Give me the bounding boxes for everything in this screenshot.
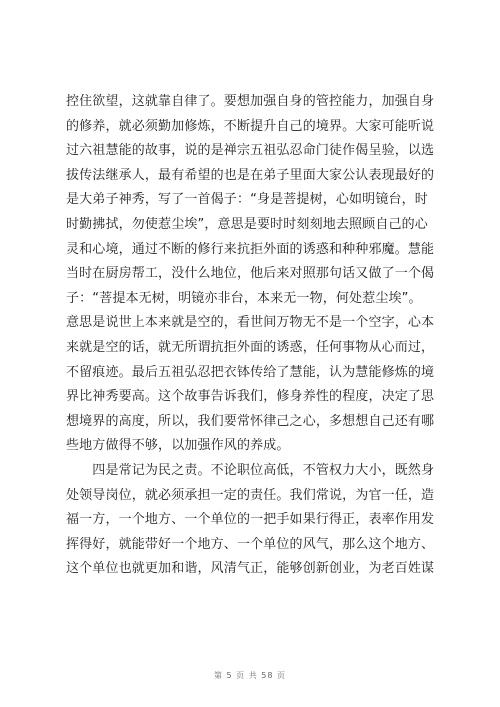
text-line: 些地方做得不够，以加强作风的养成。 — [66, 438, 290, 454]
text-line: 不留痕迹。最后五祖弘忍把衣钵传给了慧能，认为慧能修炼的境 — [66, 364, 435, 380]
page-number-footer: 第 5 页 共 58 页 — [214, 671, 286, 680]
body-text — [66, 90, 436, 582]
text-line: 福一方，一个地方、一个单位的一把手如果行得正，表率作用发 — [66, 512, 435, 528]
text-line: 界比神秀要高。这个故事告诉我们，修身养性的程度，决定了思 — [66, 389, 435, 405]
text-line: 处领导岗位，就必须承担一定的责任。我们常说，为官一任，造 — [66, 487, 435, 503]
text-line: 过六祖慧能的故事，说的是禅宗五祖弘忍命门徒作偈呈验，以选 — [66, 143, 435, 159]
text-line: 当时在厨房帮工，没什么地位，他后来对照那句话又做了一个偈 — [66, 266, 435, 282]
text-line: 时勤拂拭，勿使惹尘埃”，意思是要时时刻刻地去照顾自己的心 — [66, 216, 428, 232]
text-line: 是大弟子神秀，写了一首偈子：“身是菩提树，心如明镜台，时 — [66, 192, 428, 208]
text-line: 这个单位也就更加和谐，风清气正，能够创新创业，为老百姓谋 — [66, 561, 435, 577]
text-line: 四是常记为民之责。不论职位高低，不管权力大小，既然身 — [66, 462, 435, 478]
text-line: 挥得好，就能带好一个地方、一个单位的风气，那么这个地方、 — [66, 536, 435, 552]
text-line: 控住欲望，这就靠自律了。要想加强自身的管控能力，加强自身 — [66, 94, 435, 109]
text-line: 想境界的高度，所以，我们要常怀律己之心，多想想自己还有哪 — [66, 413, 435, 429]
text-line: 灵和心境，通过不断的修行来抗拒外面的诱惑和种种邪魔。慧能 — [66, 241, 435, 257]
text-line: 的修养，就必须勤加修炼，不断提升自己的境界。大家可能听说 — [66, 118, 435, 134]
text-line: 来就是空的话，就无所谓抗拒外面的诱惑，任何事物从心而过， — [66, 339, 435, 355]
text-line: 拔传法继承人，最有希望的也是在弟子里面大家公认表现最好的 — [66, 167, 435, 183]
text-line: 子：“菩提本无树，明镜亦非台，本来无一物，何处惹尘埃”。 — [66, 290, 422, 306]
text-line: 意思是说世上本来就是空的，看世间万物无不是一个空字，心本 — [66, 315, 435, 331]
